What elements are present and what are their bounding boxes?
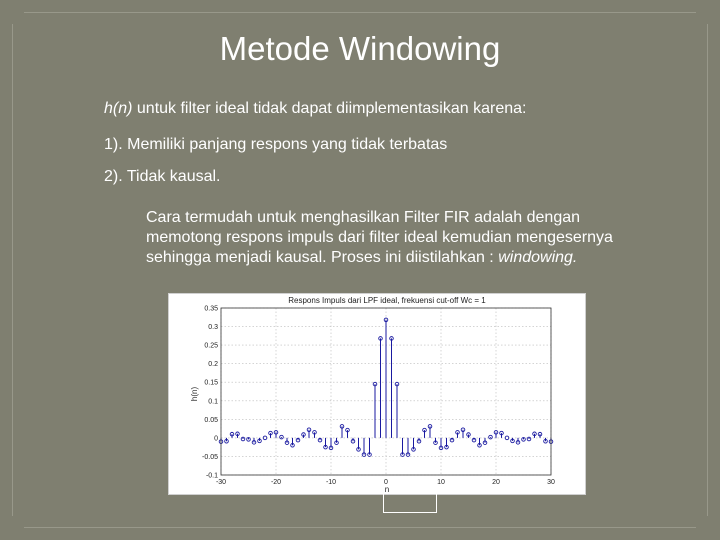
x-tick-label: 20 [492, 479, 500, 486]
annotation-box [383, 493, 437, 513]
y-tick-label: 0.35 [204, 305, 218, 313]
y-tick-label: 0.2 [208, 361, 218, 369]
hn-italic: h(n) [104, 100, 133, 117]
y-tick-label: 0.15 [204, 379, 218, 387]
y-tick-label: 0.25 [204, 342, 218, 350]
y-tick-label: 0.3 [208, 324, 218, 332]
bullet-line-3: 2). Tidak kausal. [104, 168, 221, 185]
bullet-line-1 [104, 100, 526, 118]
chart-ylabel: h(n) [190, 386, 199, 402]
windowing-paragraph [146, 208, 656, 268]
y-tick-label: 0.05 [204, 416, 218, 424]
line1-rest: untuk filter ideal tidak dapat diimplementasikan karena: [132, 100, 527, 117]
y-tick-label: 0.1 [208, 398, 218, 406]
y-tick-label: 0 [214, 435, 218, 443]
para-text: Cara termudah untuk menghasilkan Filter FIR adalah dengan memotong respons impuls dari filter ideal kemudian mengesernya sehingga menjadi kausal. Proses ini diistilahkan : [146, 209, 613, 266]
frame-corner-top-left [2, 2, 24, 24]
x-tick-label: -30 [215, 479, 227, 486]
frame-corner-bottom-left [2, 516, 24, 538]
para-italic: windowing. [498, 249, 578, 266]
x-tick-label: 30 [547, 479, 555, 486]
y-tick-label: -0.1 [205, 472, 218, 480]
impulse-response-plot [168, 293, 586, 495]
x-tick-label: -10 [325, 479, 337, 486]
frame-corner-top-right [696, 2, 718, 24]
chart-xlabel: n [384, 485, 390, 494]
x-tick-label: 10 [437, 479, 445, 486]
bullet-line-2: 1). Memiliki panjang respons yang tidak terbatas [104, 136, 448, 153]
slide-title: Metode Windowing [219, 30, 501, 67]
chart-svg [169, 294, 585, 494]
frame-corner-bottom-right [696, 516, 718, 538]
x-tick-label: 0 [384, 479, 388, 486]
x-tick-label: -20 [270, 479, 282, 486]
y-tick-label: -0.05 [202, 453, 218, 461]
chart-title: Respons Impuls dari LPF ideal, frekuensi cut-off Wc = 1 [288, 296, 486, 305]
